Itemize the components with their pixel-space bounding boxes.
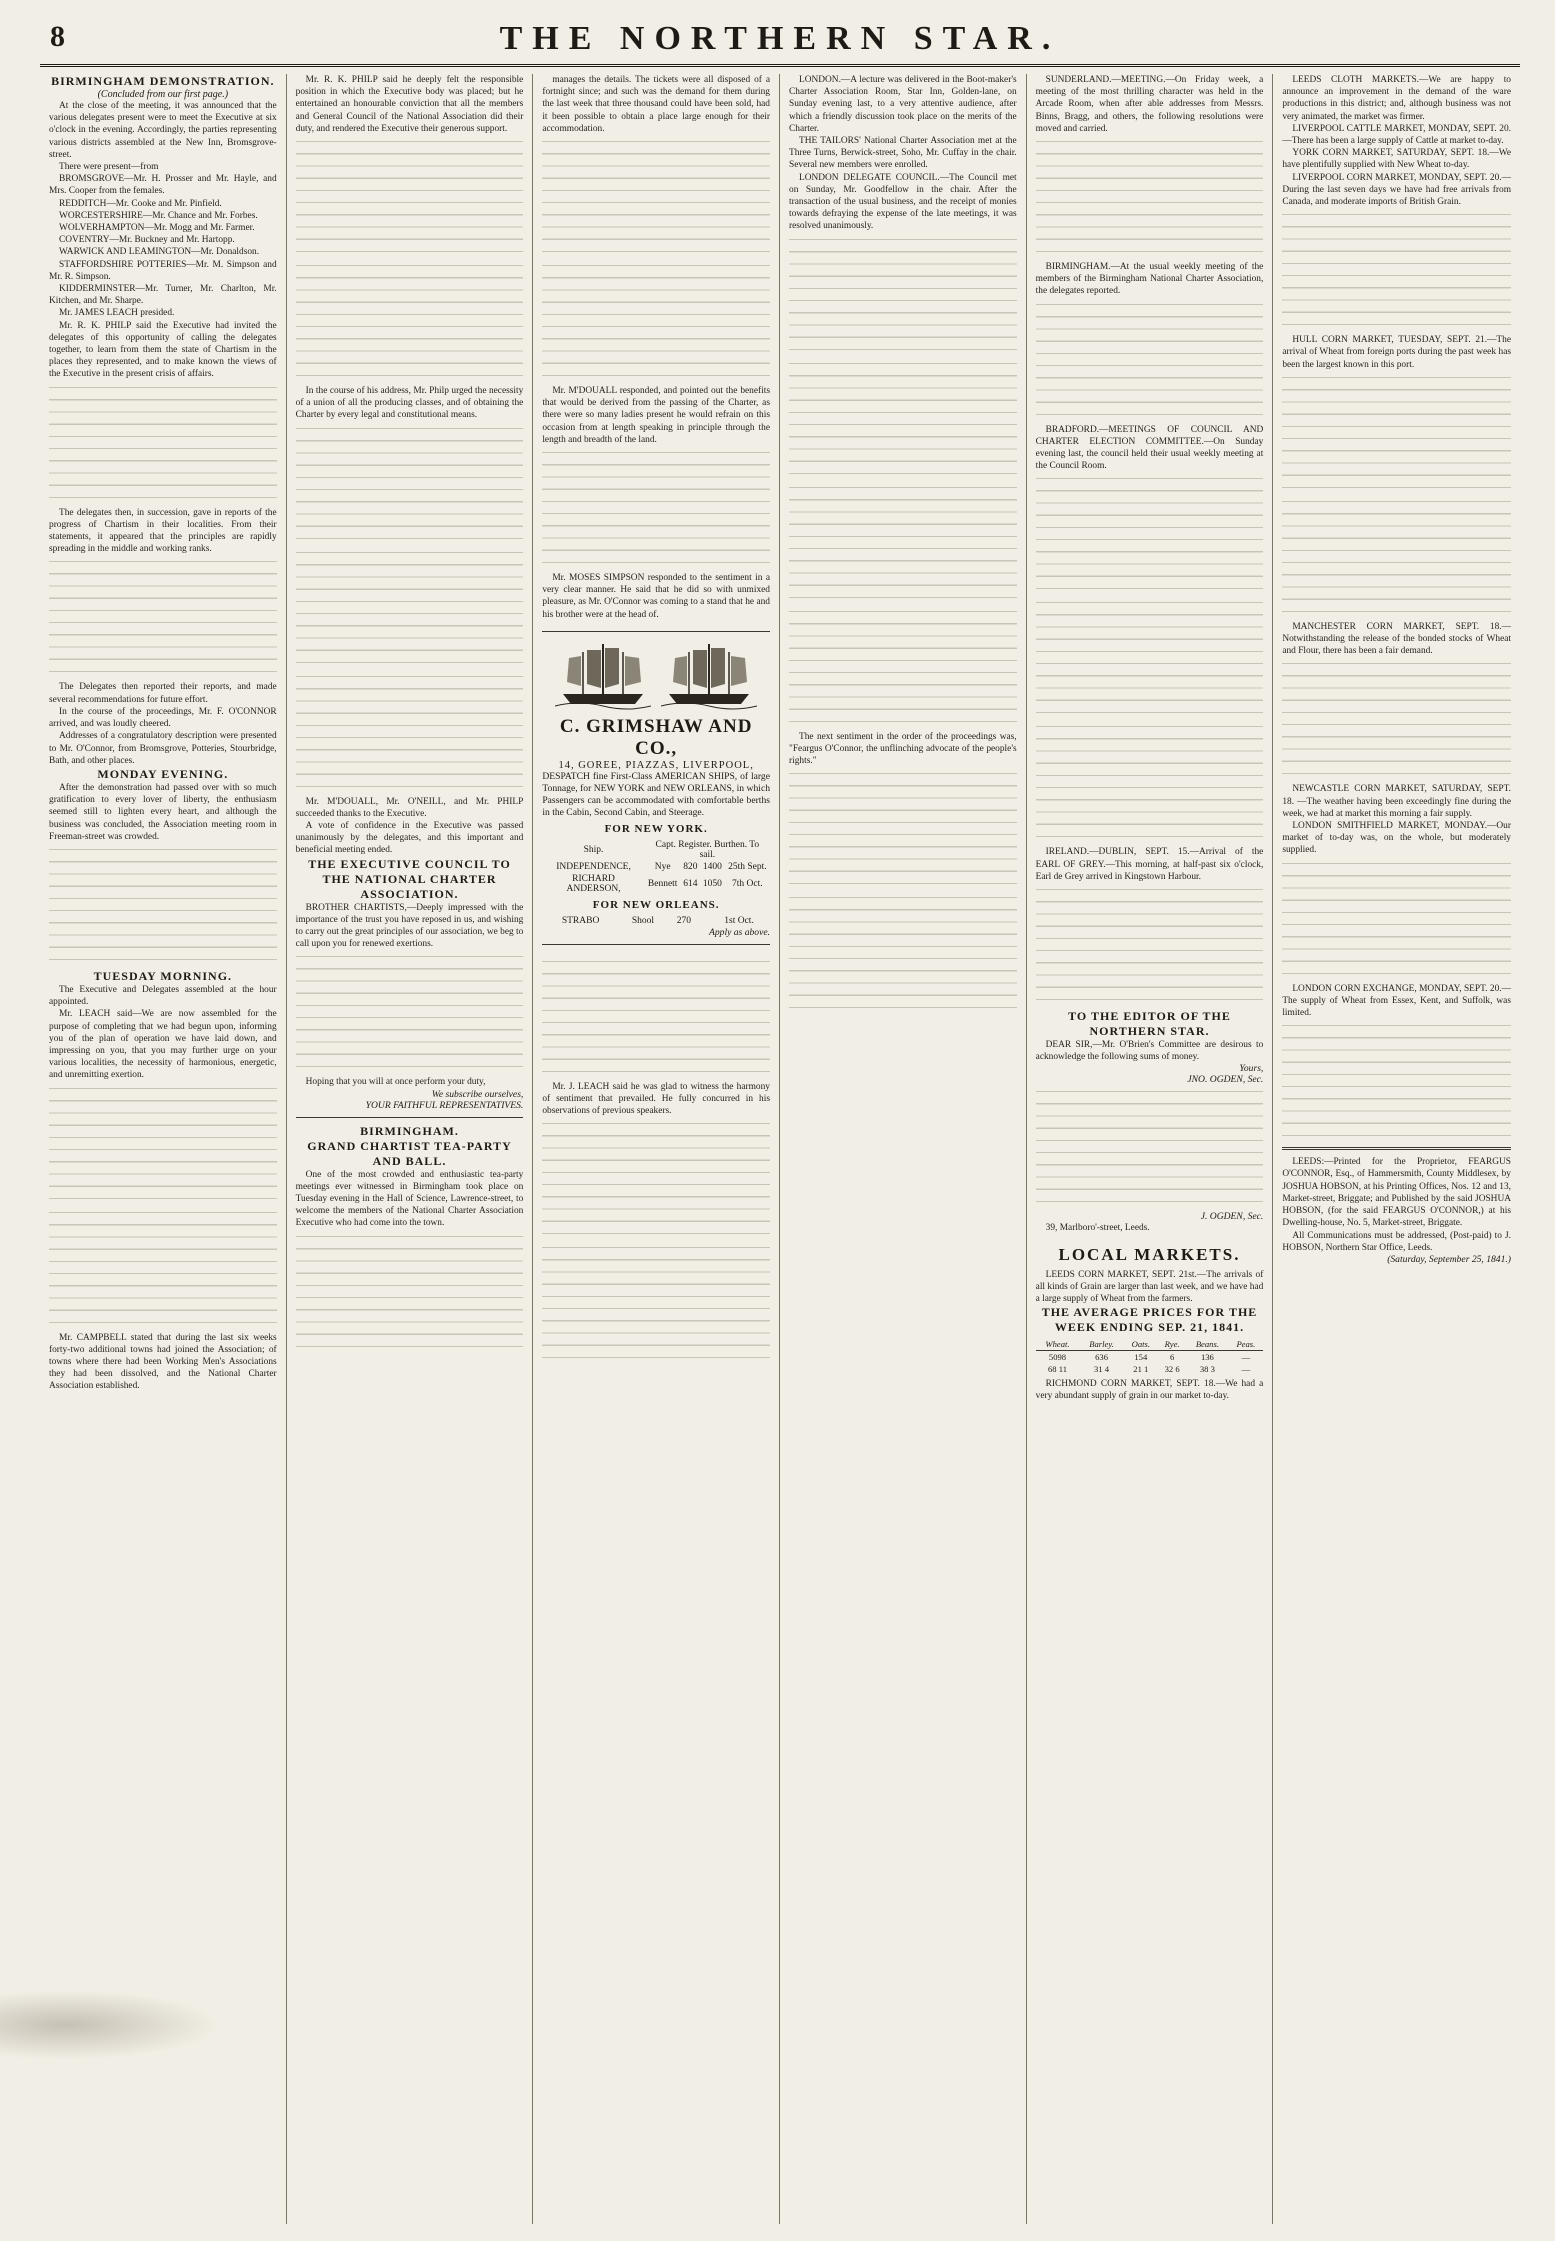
- column-2: [287, 74, 534, 2224]
- sailing-ship-icon: [661, 638, 757, 712]
- section-heading: TO THE EDITOR OF THE NORTHERN STAR.: [1068, 1009, 1231, 1039]
- article-paragraph: After the demonstration had passed over with so much gratification to every lover of liberty, the enthusiasm seemed still to lighten every heart, and although the business was concluded, the Association meeting room in Freeman-street was crowded.: [49, 782, 277, 842]
- body-text-block: [49, 1084, 277, 1204]
- signature: YOUR FAITHFUL REPRESENTATIVES.: [365, 1099, 524, 1111]
- body-text-block: [1036, 1087, 1264, 1207]
- price-cell: 31 4: [1094, 1364, 1110, 1375]
- shipping-advertisement: [542, 621, 770, 955]
- column-rule: [296, 1117, 524, 1118]
- column-5: [1027, 74, 1274, 2224]
- section-heading: MONDAY EVENING.: [97, 766, 229, 781]
- ship-cell: INDEPENDENCE,: [556, 861, 631, 872]
- article-paragraph: Mr. MOSES SIMPSON responded to the sentiment in a very clear manner. He said that he did so with unmixed pleasure, as Mr. O'Connor was coming to a stand that he and his brother were at the head of.: [542, 573, 770, 620]
- paper-stain: [0, 1990, 220, 2060]
- route-heading: FOR NEW ORLEANS.: [592, 898, 720, 911]
- price-header: Beans.: [1186, 1338, 1228, 1351]
- price-cell: 136: [1200, 1352, 1214, 1363]
- body-text-block: [49, 383, 277, 503]
- ship-cell: STRABO: [561, 915, 600, 926]
- article-paragraph: REDDITCH—Mr. Cooke and Mr. Pinfield.: [59, 198, 222, 209]
- body-text-block: [542, 137, 770, 257]
- article-paragraph: COVENTRY—Mr. Buckney and Mr. Hartopp.: [59, 235, 235, 246]
- body-text-block: [789, 893, 1017, 1013]
- body-text-block: [542, 1119, 770, 1239]
- schedule-header: Capt. Register. Burthen. To sail.: [655, 839, 760, 860]
- body-text-block: [296, 261, 524, 381]
- body-text-block: [49, 845, 277, 965]
- article-paragraph: Mr. R. K. PHILP said the Executive had invited the delegates of this opportunity of calling the delegates together, to learn from them the state of Chartism in the places they represented, and to make known the views of the Executive in the present crisis of affairs.: [49, 320, 277, 380]
- price-cell: 6: [1169, 1352, 1175, 1363]
- body-text-block: [542, 261, 770, 381]
- article-paragraph: Addresses of a congratulatory description were presented to Mr. O'Connor, from Bromsgrove, Potteries, Stourbridge, Bath, and other places.: [49, 731, 277, 766]
- article-paragraph: Mr. R. K. PHILP said he deeply felt the responsible position in which the Executive body was placed; but he entertained an honourable conviction that all the members and General Council of the National Association did their duty, and rendered the Executive their generous support.: [295, 75, 524, 134]
- body-text-block: [1036, 598, 1264, 718]
- article-paragraph: BROTHER CHARTISTS,—Deeply impressed with the importance of the trust you have reposed in us, and wishing to carry out the great principles of our association, we beg to call upon you for renewed exertions.: [295, 902, 524, 950]
- column-rule: [542, 631, 770, 632]
- signature: We subscribe ourselves,: [431, 1088, 524, 1100]
- article-paragraph: LONDON DELEGATE COUNCIL.—The Council met on Sunday, Mr. Goodfellow in the chair. After the transaction of the usual business, and the receipt of monies towards defraying the expense of the late meetings, it was resolved unanimously.: [789, 172, 1017, 232]
- ship-cell: 1050: [702, 878, 722, 889]
- ship-row: [542, 915, 770, 927]
- article-paragraph: YORK CORN MARKET, SATURDAY, SEPT. 18.—We have plentifully supplied with New Wheat to-day.: [1282, 148, 1511, 171]
- average-prices-table: [1036, 1338, 1264, 1375]
- article-paragraph: LEEDS CLOTH MARKETS.—We are happy to announce an improvement in the demand of the ware productions in this district; and, although business was not very animated, the market was firmer.: [1282, 75, 1511, 122]
- advert-body: DESPATCH fine First-Class AMERICAN SHIPS, of large Tonnage, for NEW YORK and NEW ORLEANS, in which Passengers can be accommodated with comfortable berths in the Cabin, Second Cabin, and Steerage.: [542, 770, 770, 818]
- body-text-block: [1282, 659, 1511, 779]
- article-paragraph: LIVERPOOL CATTLE MARKET, MONDAY, SEPT. 20. —There has been a large supply of Cattle at market to-day.: [1282, 123, 1511, 147]
- article-paragraph: LONDON.—A lecture was delivered in the Boot-maker's Charter Association Room, Star Inn, Golden-lane, on Sunday evening last, to a very attentive audience, after which a friendly discussion took place on the merits of the Charter.: [789, 75, 1017, 134]
- ship-cell: 1400: [702, 861, 722, 872]
- ship-cell: [701, 915, 708, 927]
- section-heading: THE EXECUTIVE COUNCIL TO THE NATIONAL CHARTER ASSOCIATION.: [308, 856, 511, 901]
- article-paragraph: The delegates then, in succession, gave in reports of the progress of Chartism in their localities. From their statements, it appeared that the principles are rapidly spreading in the middle and working ranks.: [49, 507, 277, 555]
- route-heading: FOR NEW YORK.: [604, 822, 708, 835]
- advertiser-address: 14, GOREE, PIAZZAS, LIVERPOOL,: [558, 759, 754, 771]
- price-header: Barley.: [1079, 1338, 1123, 1351]
- signature: (Saturday, September 25, 1841.): [1387, 1253, 1511, 1265]
- column-4: [780, 74, 1027, 2224]
- ship-cell: 270: [676, 915, 692, 926]
- section-heading: THE AVERAGE PRICES FOR THE WEEK ENDING SEP. 21, 1841.: [1041, 1305, 1258, 1335]
- section-heading: BIRMINGHAM DEMONSTRATION.: [51, 74, 275, 88]
- section-heading: TUESDAY MORNING.: [93, 968, 233, 983]
- ship-cell: 25th Sept.: [728, 861, 767, 872]
- price-cell: 636: [1095, 1352, 1108, 1363]
- column-1: [40, 74, 287, 2224]
- article-paragraph: The Executive and Delegates assembled at the hour appointed.: [49, 984, 277, 1008]
- article-paragraph: There were present—from: [59, 162, 159, 173]
- article-paragraph: Mr. M'DOUALL responded, and pointed out the benefits that would be derived from the passing of the Charter, as there were so many ladies present he would refrain on this occasion from at length speaking in principle through the length and breadth of the land.: [542, 386, 770, 445]
- article-paragraph: BROMSGROVE—Mr. H. Prosser and Mr. Hayle, and Mrs. Cooper from the females.: [49, 174, 277, 197]
- body-text-block: [1036, 300, 1264, 420]
- schedule-header: Ship.: [583, 844, 604, 855]
- price-cell: 38 3: [1199, 1364, 1215, 1375]
- article-paragraph: WORCESTERSHIRE—Mr. Chance and Mr. Forbes.: [59, 210, 258, 221]
- article-paragraph: STAFFORDSHIRE POTTERIES—Mr. M. Simpson and Mr. R. Simpson.: [49, 259, 277, 282]
- article-paragraph: Hoping that you will at once perform your duty,: [305, 1077, 486, 1088]
- body-text-block: [789, 359, 1017, 479]
- column-rule: [1282, 1147, 1511, 1150]
- article-paragraph: IRELAND.—DUBLIN, SEPT. 15.—Arrival of the EARL OF GREY.—This morning, at half-past six o'clock, Earl de Grey arrived in Kingstown Harbour.: [1035, 847, 1264, 882]
- apply-note: Apply as above.: [708, 926, 770, 938]
- ship-cell: Shool: [631, 915, 655, 926]
- page-number: 8: [50, 20, 65, 53]
- advertiser-name: C. GRIMSHAW AND CO.,: [559, 715, 753, 759]
- article-paragraph: At the close of the meeting, it was announced that the various delegates present were to meet the Executive at six o'clock in the evening. Accordingly, the parties representing various districts assembled at the New Inn, Bromsgrove-street.: [49, 101, 277, 160]
- body-text-block: [1036, 885, 1264, 1005]
- article-paragraph: In the course of the proceedings, Mr. F. O'CONNOR arrived, and was loudly cheered.: [49, 706, 277, 730]
- signature: J. OGDEN, Sec.: [1200, 1211, 1264, 1223]
- body-text-block: [49, 557, 277, 677]
- article-paragraph: The Delegates then reported their reports, and made several recommendations for future effort.: [49, 682, 277, 705]
- body-text-block: [789, 769, 1017, 889]
- body-text-block: [1282, 373, 1511, 493]
- price-cell: 68 11: [1047, 1364, 1067, 1375]
- signature: JNO. OGDEN, Sec.: [1187, 1074, 1264, 1086]
- body-text-block: [542, 1243, 770, 1363]
- ship-row: [542, 861, 770, 873]
- article-paragraph: Mr. M'DOUALL, Mr. O'NEILL, and Mr. PHILP succeeded thanks to the Executive.: [295, 796, 524, 819]
- body-text-block: [1036, 474, 1264, 594]
- article-paragraph: Mr. LEACH said—We are now assembled for the purpose of completing that we had begun upon, informing you of the plan of operation we have laid down, and impressing on you, that you may further urge on your various localities, the necessity of harmonious, energetic, and unremitting exertion.: [49, 1009, 277, 1081]
- body-text-block: [1036, 722, 1264, 842]
- column-rule: [542, 944, 770, 945]
- body-text-block: [1282, 859, 1511, 979]
- price-cell: 5098: [1048, 1352, 1067, 1363]
- masthead: [40, 14, 1520, 67]
- article-paragraph: SUNDERLAND.—MEETING.—On Friday week, a meeting of the most thrilling character was held in the Arcade Room, when after able addresses from Messrs. Binns, Bragg, and others, the following resolutions were moved and carried.: [1035, 75, 1264, 134]
- article-paragraph: BRADFORD.—MEETINGS OF COUNCIL AND CHARTER ELECTION COMMITTEE.—On Sunday evening last, the council held their usual weekly meeting at the Council Room.: [1035, 424, 1264, 472]
- price-cell: —: [1241, 1364, 1251, 1375]
- article-paragraph: All Communications must be addressed, (Post-paid) to J. HOBSON, Northern Star Office, Leeds.: [1282, 1230, 1511, 1253]
- ship-row: [542, 873, 770, 895]
- section-heading: BIRMINGHAM.: [360, 1123, 459, 1138]
- body-text-block: [1282, 1021, 1511, 1141]
- ship-cell: Bennett: [647, 878, 678, 889]
- ship-cell: Nye: [654, 861, 671, 872]
- ship-cell: 820: [683, 861, 698, 872]
- article-paragraph: LEEDS CORN MARKET, SEPT. 21st.—The arrivals of all kinds of Grain are larger than last week, and we have had a large supply of Wheat from the farmers.: [1035, 1269, 1264, 1305]
- article-paragraph: manages the details. The tickets were all disposed of a fortnight since; and such was the demand for them during the last week that three thousand could have been sold, had it been possible to obtain a place large enough for their accommodation.: [542, 75, 770, 134]
- body-text-block: [296, 952, 524, 1072]
- column-6: [1273, 74, 1520, 2224]
- ship-cell: 1st Oct.: [724, 915, 754, 926]
- price-header: Wheat.: [1036, 1338, 1080, 1351]
- price-header: Peas.: [1228, 1338, 1263, 1351]
- price-cell: 154: [1134, 1352, 1148, 1363]
- article-paragraph: Mr. J. LEACH said he was glad to witness the harmony of sentiment that prevailed. He fully concurred in his observations of previous speakers.: [542, 1081, 770, 1117]
- ship-schedule-table: [542, 915, 770, 927]
- ship-cell: RICHARD ANDERSON,: [566, 873, 621, 894]
- article-paragraph: DEAR SIR,—Mr. O'Brien's Committee are desirous to acknowledge the following sums of money.: [1035, 1040, 1264, 1063]
- article-paragraph: RICHMOND CORN MARKET, SEPT. 18.—We had a very abundant supply of grain in our market to-day.: [1035, 1379, 1264, 1402]
- article-paragraph: KIDDERMINSTER—Mr. Turner, Mr. Charlton, Mr. Kitchen, and Mr. Sharpe.: [49, 284, 277, 307]
- ship-cell: 614: [683, 878, 698, 889]
- body-text-block: [542, 957, 770, 1077]
- article-paragraph: In the course of his address, Mr. Philp urged the necessity of a union of all the producing classes, and of obtaining the Charter by every legal and constitutional means.: [295, 386, 524, 421]
- signature: Yours,: [1239, 1063, 1264, 1075]
- article-paragraph: 39, Marlboro'-street, Leeds.: [1045, 1223, 1150, 1234]
- sailing-ship-icon: [555, 638, 651, 712]
- body-text-block: [1036, 137, 1264, 257]
- article-paragraph: HULL CORN MARKET, TUESDAY, SEPT. 21.—The arrival of Wheat from foreign ports during the past week has been the largest known in this port.: [1282, 335, 1511, 370]
- ship-schedule-table: [542, 839, 770, 895]
- body-text-block: [296, 1232, 524, 1352]
- article-paragraph: A vote of confidence in the Executive was passed unanimously by the delegates, and this important and beneficial meeting ended.: [295, 821, 524, 856]
- article-paragraph: Mr. CAMPBELL stated that during the last six weeks forty-two additional towns had joined the Association; of towns where there had been Working Men's Associations they had been dissolved, and the National Charter Association established.: [49, 1332, 277, 1392]
- body-text-block: [296, 137, 524, 257]
- article-paragraph: LONDON SMITHFIELD MARKET, MONDAY.—Our market of to-day was, on the whole, but moderately supplied.: [1282, 821, 1511, 856]
- body-text-block: [1282, 497, 1511, 617]
- body-text-block: [542, 448, 770, 568]
- article-paragraph: NEWCASTLE CORN MARKET, SATURDAY, SEPT. 18. —The weather having been exceedingly fine during the week, we had at market this morning a fair supply.: [1282, 784, 1511, 819]
- section-heading: LOCAL MARKETS.: [1058, 1244, 1241, 1264]
- body-text-block: [296, 672, 524, 792]
- section-heading: GRAND CHARTIST TEA-PARTY AND BALL.: [307, 1138, 512, 1168]
- body-text-block: [1282, 210, 1511, 330]
- article-paragraph: MANCHESTER CORN MARKET, SEPT. 18.—Notwithstanding the release of the bonded stocks of Wheat and Flour, there has been a fair demand.: [1282, 621, 1511, 657]
- price-cell: 21 1: [1133, 1364, 1149, 1375]
- body-text-block: [296, 424, 524, 544]
- article-paragraph: WOLVERHAMPTON—Mr. Mogg and Mr. Farmer.: [59, 223, 255, 234]
- article-paragraph: LEEDS:—Printed for the Proprietor, FEARGUS O'CONNOR, Esq., of Hammersmith, County Middlesex, by JOSHUA HOBSON, at his Printing Offices, Nos. 12 and 13, Market-street, Briggate; and Published by the said JOSHUA HOBSON, (for the said FEARGUS O'CONNOR,) at his Dwelling-house, No. 5, Market-street, Briggate.: [1282, 1157, 1511, 1229]
- body-text-block: [789, 235, 1017, 355]
- body-text-block: [789, 607, 1017, 727]
- article-paragraph: The next sentiment in the order of the proceedings was, "Feargus O'Connor, the unflinching advocate of the people's rights.": [789, 731, 1017, 767]
- ship-cell: 7th Oct.: [732, 878, 763, 889]
- newspaper-title: THE NORTHERN STAR.: [499, 20, 1061, 57]
- body-text-block: [789, 483, 1017, 603]
- article-paragraph: BIRMINGHAM.—At the usual weekly meeting of the members of the Birmingham National Charter Association, the delegates reported.: [1035, 262, 1264, 297]
- body-text-block: [296, 548, 524, 668]
- article-paragraph: THE TAILORS' National Charter Association met at the Three Turns, Berwick-street, Soho, Mr. Cuffay in the chair. Several new members were enrolled.: [789, 136, 1017, 171]
- article-paragraph: LONDON CORN EXCHANGE, MONDAY, SEPT. 20.— The supply of Wheat from Essex, Kent, and Suffolk, was limited.: [1282, 983, 1511, 1019]
- article-paragraph: WARWICK AND LEAMINGTON—Mr. Donaldson.: [59, 247, 260, 258]
- article-paragraph: LIVERPOOL CORN MARKET, MONDAY, SEPT. 20.— During the last seven days we have had free arrivals from Canada, and moderate imports of British Grain.: [1282, 172, 1511, 208]
- price-cell: 32 6: [1164, 1364, 1180, 1375]
- price-header: Oats.: [1124, 1338, 1158, 1351]
- body-text-block: [49, 1208, 277, 1328]
- article-paragraph: One of the most crowded and enthusiastic tea-party meetings ever witnessed in Birmingham took place on Tuesday evening in the Hall of Science, Lawrence-street, to welcome the members of the National Charter Association Executive who had come into the town.: [295, 1169, 524, 1229]
- price-cell: —: [1241, 1352, 1251, 1363]
- column-3: [533, 74, 780, 2224]
- columns: [40, 74, 1520, 2224]
- article-paragraph: Mr. JAMES LEACH presided.: [59, 308, 175, 319]
- subheading: (Concluded from our first page.): [97, 89, 229, 100]
- ship-illustrations: [542, 638, 770, 712]
- price-header: Rye.: [1158, 1338, 1187, 1351]
